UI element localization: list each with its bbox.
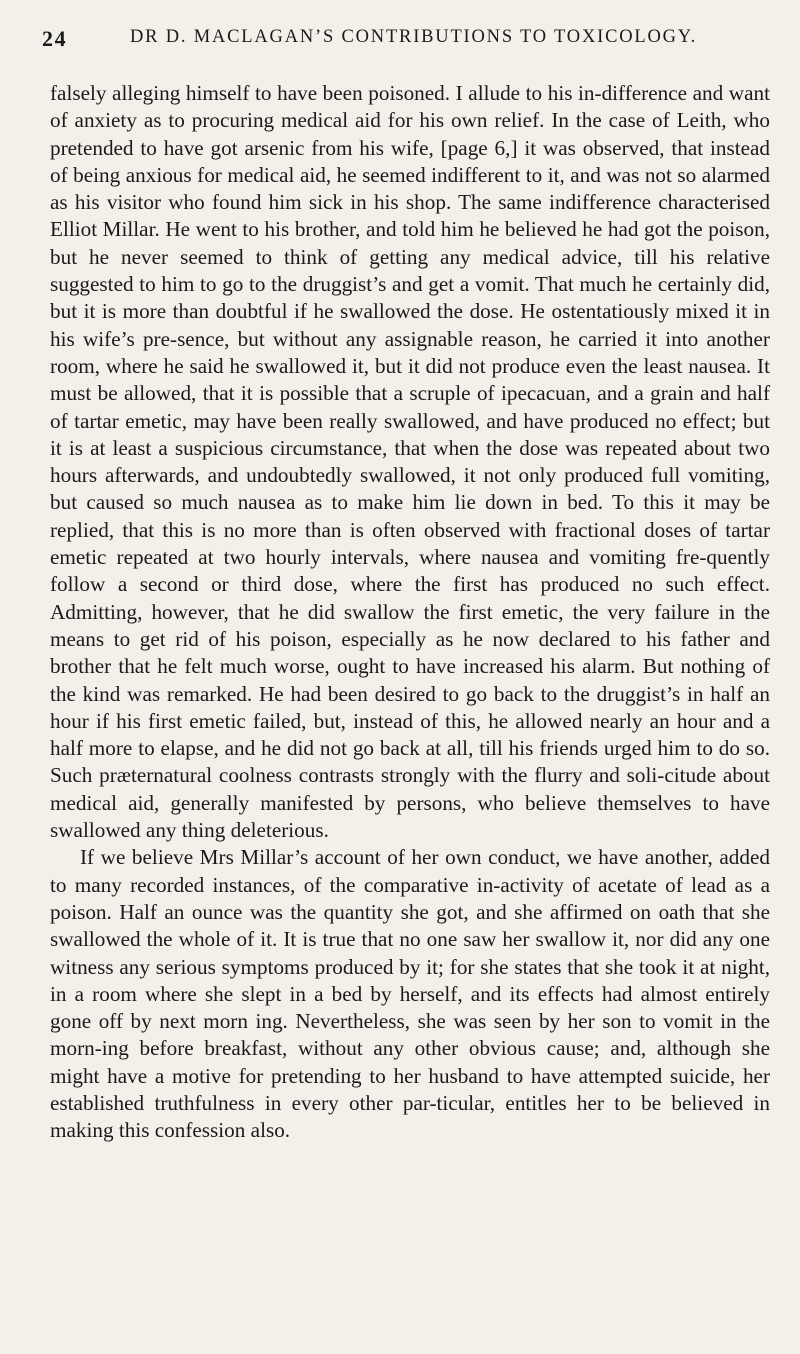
running-title: DR D. MACLAGAN’S CONTRIBUTIONS TO TOXICOLOGY. [130,27,698,47]
paragraph: falsely alleging himself to have been poisoned. I allude to his in-difference and want of anxiety as to procuring medical aid for his own relief. In the case of Leith, who pretended to have got arsenic from his wife, [page 6,] it was observed, that instead of being anxious for medical aid, he seemed indifferent to it, and was not so alarmed as his visitor who found him sick in his shop. The same indifference characterised Elliot Millar. He went to his brother, and told him he believed he had got the poison, but he never seemed to think of getting any medical advice, till his relative suggested to him to go to the druggist’s and get a vomit. That much he certainly did, but it is more than doubtful if he swallowed the dose. He ostentatiously mixed it in his wife’s pre-sence, but without any assignable reason, he carried it into another room, where he said he swallowed it, but it did not produce even the least nausea. It must be allowed, that it is possible that a scruple of ipecacuan, and a grain and half of tartar emetic, may have been really swallowed, and have produced no effect; but it is at least a suspicious circumstance, that when the dose was repeated about two hours afterwards, and undoubtedly swallowed, it not only produced full vomiting, but caused so much nausea as to make him lie down in bed. To this it may be replied, that this is no more than is often observed with fractional doses of tartar emetic repeated at two hourly intervals, where nausea and vomiting fre-quently follow a second or third dose, where the first has produced no such effect. Admitting, however, that he did swallow the first emetic, the very failure in the means to get rid of his poison, especially as he now declared to his father and brother that he felt much worse, ought to have increased his alarm. But nothing of the kind was remarked. He had been desired to go back to the druggist’s in half an hour if his first emetic failed, but, instead of this, he allowed nearly an hour and a half more to elapse, and he did not go back at all, till his friends urged him to do so. Such præternatural coolness contrasts strongly with the flurry and soli-citude about medical aid, generally manifested by persons, who believe themselves to have swallowed any thing deleterious. [50,81,770,843]
running-header [42,26,758,56]
page-number: 24 [42,26,68,51]
paragraph: If we believe Mrs Millar’s account of her own conduct, we have another, added to many recorded instances, of the comparative in-activity of acetate of lead as a poison. Half an ounce was the quantity she got, and she affirmed on oath that she swallowed the whole of it. It is true that no one saw her swallow it, nor did any one witness any serious symptoms produced by it; for she states that she took it at night, in a room where she slept in a bed by herself, and its effects had almost entirely gone off by next morn ing. Nevertheless, she was seen by her son to vomit in the morn-ing before breakfast, without any other obvious cause; and, although she might have a motive for pretending to her husband to have attempted suicide, her established truthfulness in every other par-ticular, entitles her to be believed in making this confession also. [50,845,770,1143]
body-text [50,80,770,1145]
